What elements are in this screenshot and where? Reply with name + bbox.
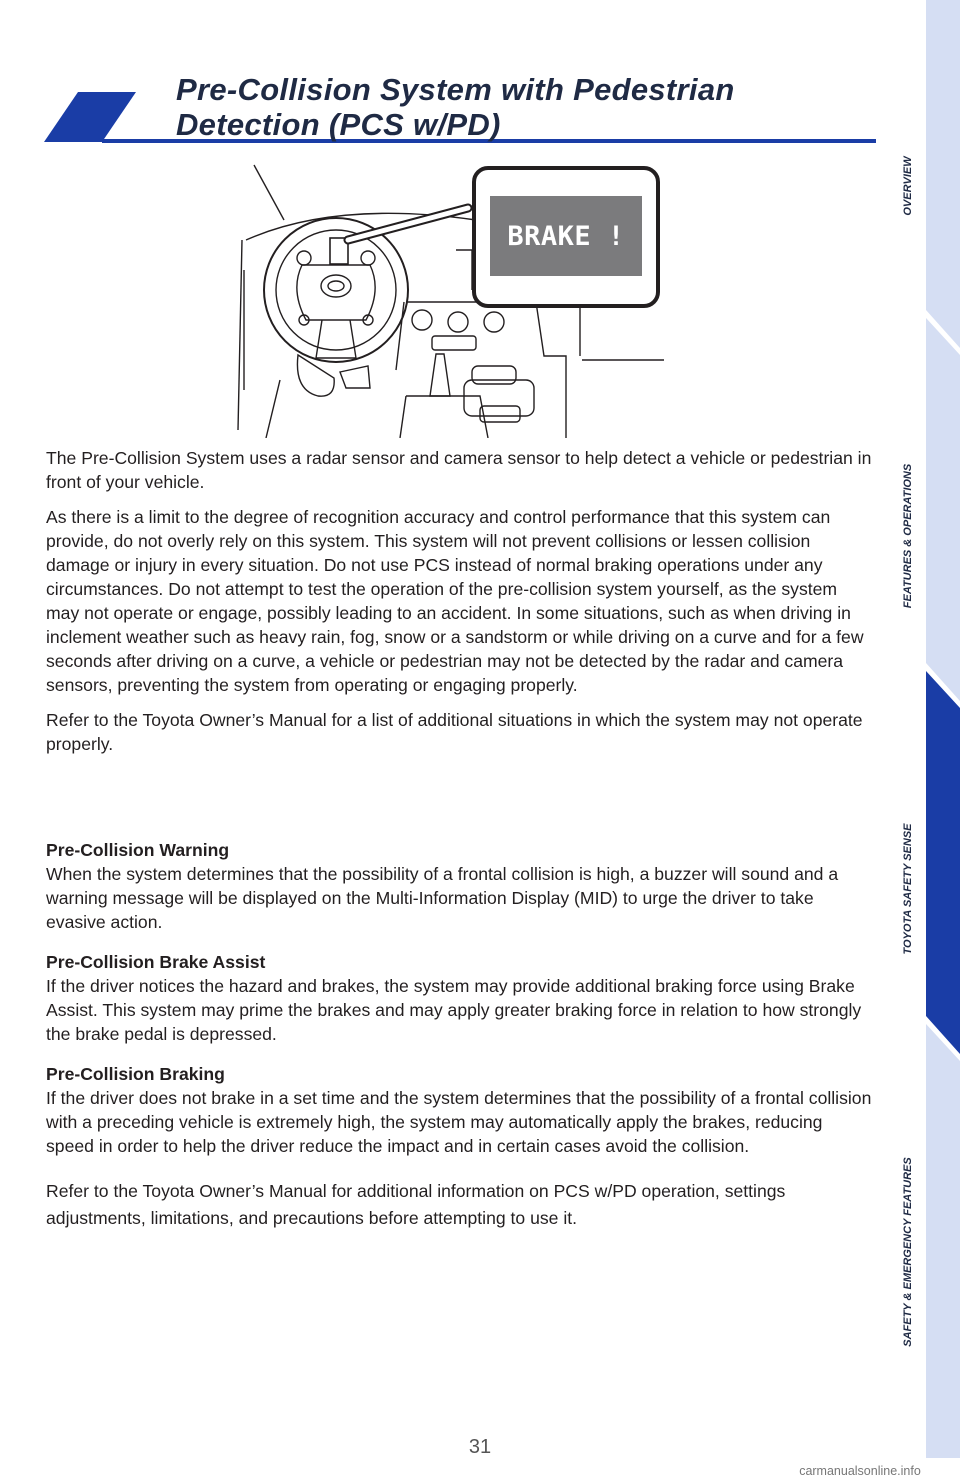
tab-bg-features: [926, 318, 960, 701]
dashboard-illustration: [236, 160, 664, 438]
section-braking: [46, 1062, 872, 1158]
intro-section: [46, 446, 872, 756]
tab-toyota-safety-sense[interactable]: TOYOTA SAFETY SENSE: [902, 823, 914, 955]
section-tabs: [920, 0, 960, 1484]
intro-paragraph-2: As there is a limit to the degree of recognition accuracy and control performance that this system can provide, do not overly rely on this system. This system will not prevent collisions or lessen collision damage or injury in every situation. Do not use PCS instead of normal braking operations under any circumstances. Do not attempt to test the operation of the pre-collision system yourself, as the system may not operate or engage, possibly leading to an accident. In some situations, such as when driving in inclement weather such as heavy rain, fog, snow or a sandstorm or while driving on a curve and for a few seconds after driving on a curve, a vehicle or pedestrian may not be detected by the radar and camera sensors, preventing the system from operating or engaging properly.: [46, 507, 864, 695]
tab-bg-overview: [926, 0, 960, 348]
tab-overview[interactable]: OVERVIEW: [902, 156, 914, 216]
section-warning: [46, 838, 872, 934]
page-title-line2: Detection (PCS w/PD): [176, 107, 501, 142]
tab-bg-safety-sense: [926, 671, 960, 1054]
title-parallelogram: [44, 92, 136, 142]
brake-warning-text: BRAKE !: [507, 220, 625, 252]
section-tabs-background: [920, 0, 960, 1484]
section-text: If the driver notices the hazard and brakes, the system may provide additional braking force using Brake Assist. This system may prime the brakes and may apply greater braking force in relation to how strongly the brake pedal is depressed.: [46, 976, 862, 1044]
feature-sections: [46, 838, 872, 1232]
page-title-line1: Pre-Collision System with Pedestrian: [176, 72, 735, 107]
closing-paragraph: Refer to the Toyota Owner’s Manual for additional information on PCS w/PD operation, settings adjustments, limitations, and precautions before attempting to use it.: [46, 1181, 786, 1228]
tab-features-operations[interactable]: FEATURES & OPERATIONS: [902, 463, 914, 609]
section-text: If the driver does not brake in a set time and the system determines that the possibility of a frontal collision with a preceding vehicle is extremely high, the system may automatically apply the brakes, reducing speed in order to help the driver reduce the impact and in certain cases avoid the collision.: [46, 1088, 872, 1156]
intro-paragraph-3: Refer to the Toyota Owner’s Manual for a list of additional situations in which the system may not operate properly.: [46, 710, 863, 754]
watermark: carmanualsonline.info: [760, 1458, 960, 1484]
page-number: 31: [468, 1436, 492, 1458]
tab-safety-emergency[interactable]: SAFETY & EMERGENCY FEATURES: [902, 1157, 914, 1347]
title-bar: [44, 72, 876, 147]
section-text: When the system determines that the possibility of a frontal collision is high, a buzzer will sound and a warning message will be displayed on the Multi-Information Display (MID) to urge the driver to take evasive action.: [46, 864, 839, 932]
brake-warning-display: [490, 196, 642, 276]
intro-paragraph-1: The Pre-Collision System uses a radar sensor and camera sensor to help detect a vehicle or pedestrian in front of your vehicle.: [46, 448, 872, 492]
section-brake-assist: [46, 950, 872, 1046]
section-heading: Pre-Collision Braking: [46, 1064, 225, 1084]
page-title: [176, 72, 735, 142]
section-heading: Pre-Collision Warning: [46, 840, 230, 860]
section-heading: Pre-Collision Brake Assist: [46, 952, 266, 972]
tab-bg-emergency: [926, 1024, 960, 1484]
